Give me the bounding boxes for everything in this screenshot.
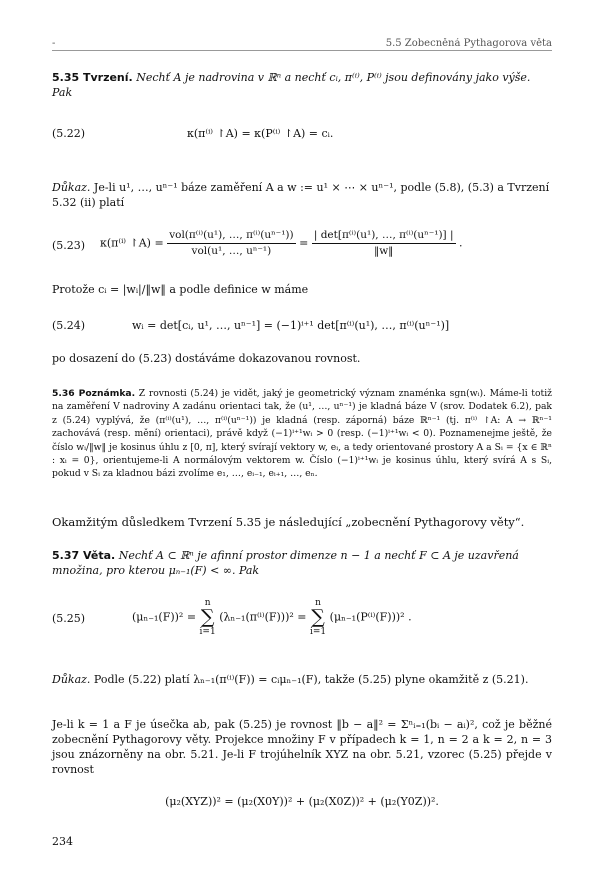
remark-label: 5.36 Poznámka. xyxy=(52,388,136,399)
fraction-determinant xyxy=(312,228,456,259)
proof-5-37 xyxy=(52,672,552,687)
fraction-denominator: ‖w‖ xyxy=(373,245,394,257)
proof-text: Je-li u¹, …, uⁿ⁻¹ báze zaměření A a w := u¹ × ⋯ × uⁿ⁻¹, podle (5.8), (5.3) a Tvrzení 5.32 (ii) platí xyxy=(52,181,550,209)
theorem-5-37 xyxy=(52,548,552,578)
theorem-label: 5.37 Věta. xyxy=(52,549,116,562)
sum-symbol xyxy=(200,598,216,637)
theorem-label: 5.35 Tvrzení. xyxy=(52,71,133,84)
proof-text: Podle (5.22) platí λₙ₋₁(π⁽ⁱ⁾(F)) = cᵢμₙ₋₁(F), takže (5.25) plyne okamžitě z (5.21). xyxy=(93,673,529,686)
equation-5-25 xyxy=(52,598,552,640)
equation-number: (5.24) xyxy=(52,319,86,332)
text-okamzitym: Okamžitým důsledkem Tvrzení 5.35 je následující „zobecnění Pythagorovy věty“. xyxy=(52,515,525,529)
page-number: 234 xyxy=(52,835,73,848)
equation-end: . xyxy=(459,236,463,250)
equation-body xyxy=(132,598,412,637)
equals-sign: = xyxy=(299,236,309,250)
sum-term: (μₙ₋₁(P⁽ⁱ⁾(F)))² . xyxy=(329,610,412,624)
header-right: 5.5 Zobecněná Pythagorova věta xyxy=(385,38,552,49)
equation-number: (5.23) xyxy=(52,239,86,252)
theorem-text: Nechť A je nadrovina v ℝⁿ a nechť cᵢ, π⁽ⁱ⁾, P⁽ⁱ⁾ jsou definovány jako výše. Pak xyxy=(52,71,531,99)
text-protoze: Protože cᵢ = |wᵢ|/‖w‖ a podle definice w máme xyxy=(52,283,309,296)
fraction-numerator: | det[π⁽ⁱ⁾(u¹), …, π⁽ⁱ⁾(uⁿ⁻¹)] | xyxy=(312,228,456,244)
text-dosazeni: po dosazení do (5.23) dostáváme dokazovanou rovnost. xyxy=(52,352,361,365)
sum-lower: i=1 xyxy=(199,627,216,637)
equation-number: (5.25) xyxy=(52,612,86,625)
equation-body xyxy=(100,228,463,259)
proof-5-35 xyxy=(52,180,552,210)
sum-lower: i=1 xyxy=(310,627,327,637)
equation-number: (5.22) xyxy=(52,127,86,140)
equation-body: κ(π⁽ⁱ⁾ ↾A) = κ(P⁽ⁱ⁾ ↾A) = cᵢ. xyxy=(187,127,334,140)
sigma-icon: ∑ xyxy=(311,606,325,628)
equation-lhs: κ(π⁽ⁱ⁾ ↾A) = xyxy=(100,236,164,250)
fraction-denominator: vol(u¹, …, uⁿ⁻¹) xyxy=(191,245,272,257)
sigma-icon: ∑ xyxy=(200,606,215,628)
paragraph-final: Je-li k = 1 a F je úsečka ab, pak (5.25) je rovnost ‖b − a‖² = Σⁿᵢ₌₁(bᵢ − aᵢ)², což je běžné zobecnění Pythagorovy věty. Projekce množiny F v případech k = 1, n = 2 a k = 2, n = 3 jsou znázorněny na obr. 5.21. Je-li F trojúhelník XYZ na obr. 5.21, vzorec (5.25) přejde v rovnost xyxy=(52,718,552,776)
proof-label: Důkaz. xyxy=(52,673,91,686)
proof-label: Důkaz. xyxy=(52,181,91,194)
sum-upper: n xyxy=(315,598,321,608)
equation-final: (μ₂(XYZ))² = (μ₂(X0Y))² + (μ₂(X0Z))² + (μ₂(Y0Z))². xyxy=(165,795,439,808)
remark-text: Z rovnosti (5.24) je vidět, jaký je geometrický význam znaménka sgn(wᵢ). Máme-li totiž na zaměření V nadroviny A zadánu orientaci tak, že (u¹, …, uⁿ⁻¹) je kladná báze V (srov. Dodatek 6.2), pak z (5.24) vyplývá, že (π⁽ⁱ⁾(u¹), …, π⁽ⁱ⁾(uⁿ⁻¹)) je kladná (resp. záporná) báze ℝⁿ⁻¹ (tj. π⁽ⁱ⁾ ↾A: A → ℝⁿ⁻¹ zachovává (resp. mění) orientaci), právě když (−1)ⁱ⁺¹wᵢ > 0 (resp. (−1)ⁱ⁺¹wᵢ < 0). Poznamenejme ještě, že číslo wᵢ/‖w‖ je kosinus úhlu z [0, π], který svírají vektory w, eᵢ, a tedy orientované prostory A a Sᵢ = {x ∈ ℝⁿ : xᵢ = 0}, orientujeme-li A normálovým vektorem w. Číslo (−1)ⁱ⁺¹wᵢ je kosinus úhlu, který svírá A s Sᵢ, pokud v Sᵢ za kladnou bázi zvolíme e₁, …, eᵢ₋₁, eᵢ₊₁, …, eₙ. xyxy=(52,388,553,480)
fraction-volume xyxy=(167,228,295,259)
theorem-5-35 xyxy=(52,70,552,100)
equation-lhs: (μₙ₋₁(F))² = xyxy=(132,610,197,624)
fraction-numerator: vol(π⁽ⁱ⁾(u¹), …, π⁽ⁱ⁾(uⁿ⁻¹)) xyxy=(167,228,295,244)
remark-5-36 xyxy=(52,387,552,481)
running-header xyxy=(52,38,552,51)
equation-5-23 xyxy=(52,228,552,264)
sum-term: (λₙ₋₁(π⁽ⁱ⁾(F)))² = xyxy=(219,610,307,624)
equation-body: wᵢ = det[cᵢ, u¹, …, uⁿ⁻¹] = (−1)ⁱ⁺¹ det[π⁽ⁱ⁾(u¹), …, π⁽ⁱ⁾(uⁿ⁻¹)] xyxy=(132,319,450,332)
theorem-text: Nechť A ⊂ ℝⁿ je afinní prostor dimenze n − 1 a nechť F ⊂ A je uzavřená množina, pro kterou μₙ₋₁(F) < ∞. Pak xyxy=(52,549,519,577)
sum-symbol xyxy=(310,598,326,637)
sum-upper: n xyxy=(204,598,211,608)
header-left: - xyxy=(52,38,56,49)
